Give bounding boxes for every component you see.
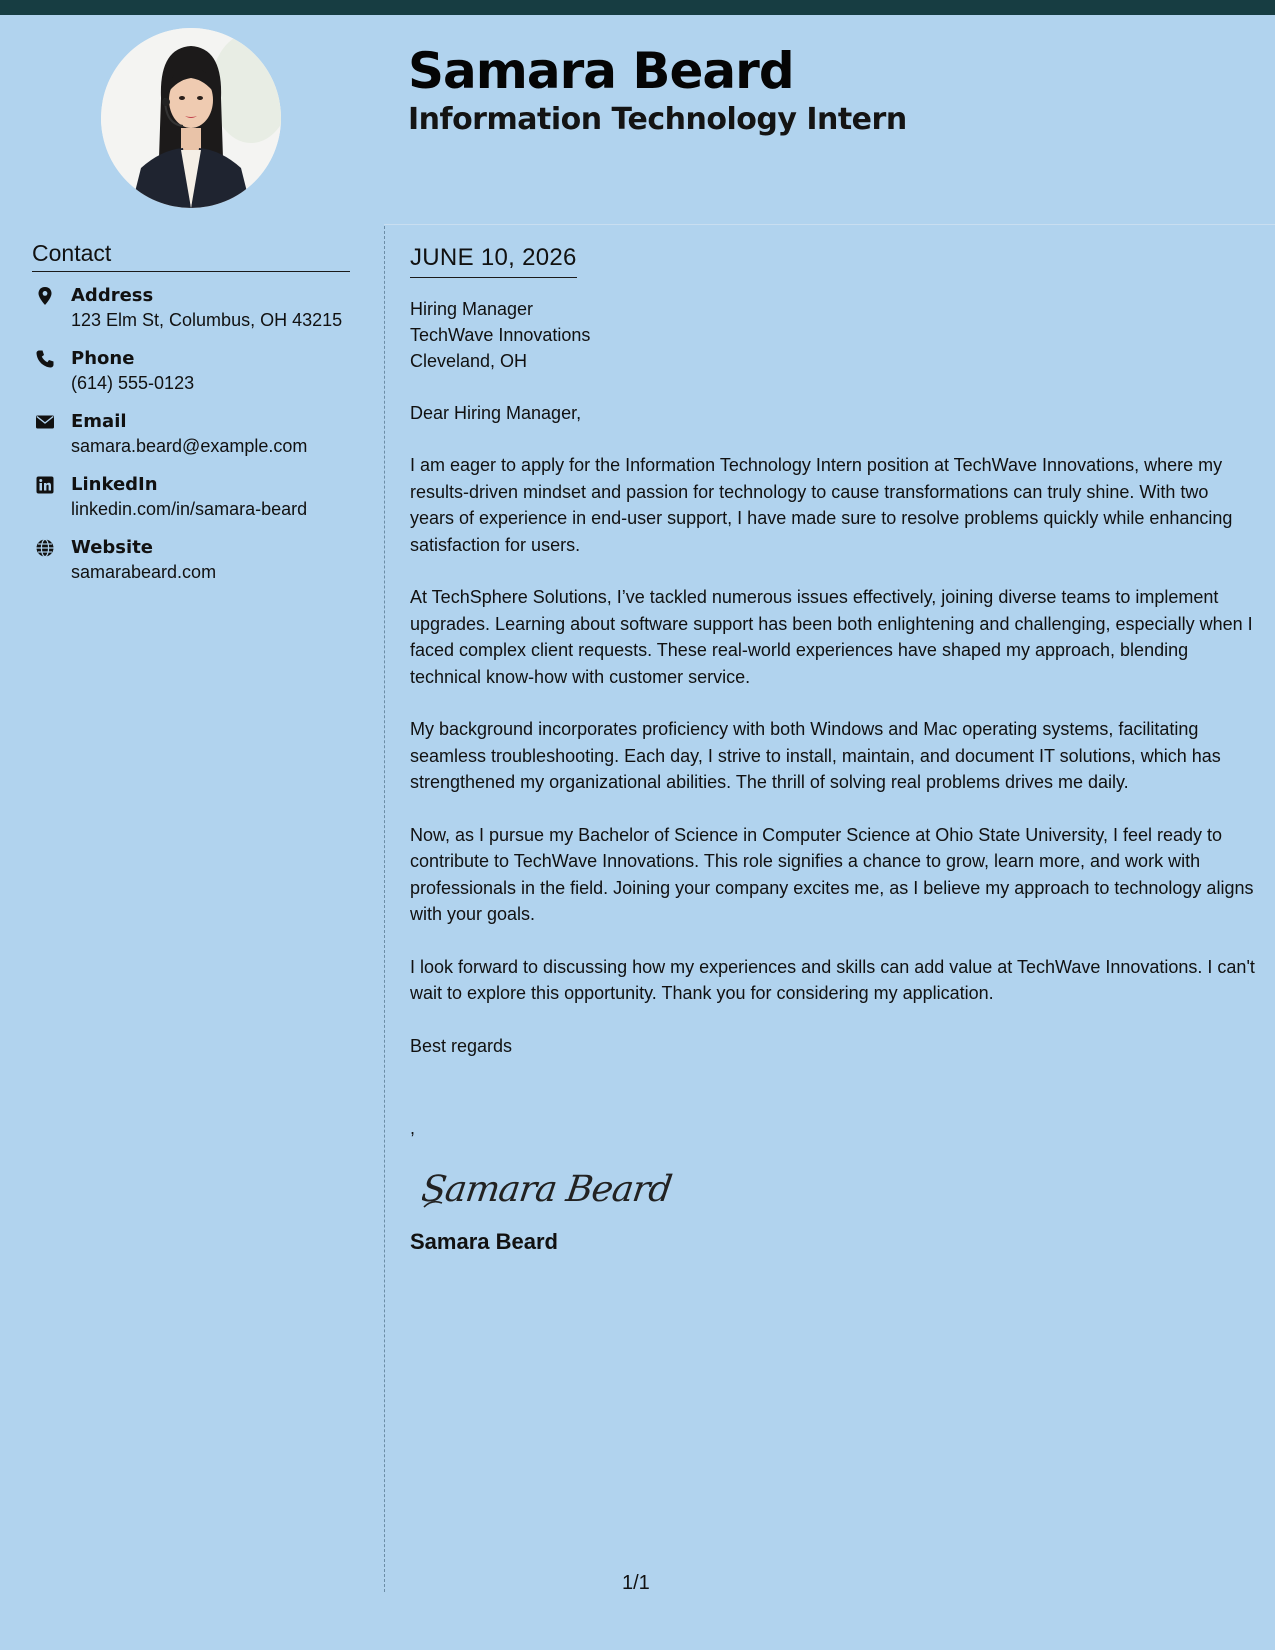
signed-name: Samara Beard [410,1228,558,1254]
paragraph: I am eager to apply for the Information Technology Intern position at TechWave Innovations, where my results-driven mindset and passion for technology to cause transformations can truly shine. With two years of experience in end-user support, I have made sure to resolve problems quickly while enhancing satisfaction for users. [410,455,1233,555]
closing-comma: , [410,1117,416,1138]
address-label: Address [71,285,154,306]
linkedin-label: LinkedIn [71,474,158,495]
paragraph: My background incorporates proficiency with both Windows and Mac operating systems, facilitating seamless troubleshooting. Each day, I strive to install, maintain, and document IT solutions, which has strengthened my organizational abilities. The thrill of solving real problems drives me daily. [410,719,1221,792]
email-value: samara.beard@example.com [71,436,308,456]
phone-icon [35,349,55,369]
recipient-location: Cleveland, OH [410,351,528,371]
paragraph: At TechSphere Solutions, I’ve tackled numerous issues effectively, joining diverse teams to implement upgrades. Learning about software support has been both enlightening and challenging, especially when I faced complex client requests. These real-world experiences have shaped my approach, blending technical know-how with customer service. [410,587,1253,687]
recipient-company: TechWave Innovations [410,325,591,345]
contact-phone [32,347,362,410]
phone-label: Phone [71,348,135,369]
header-divider [384,224,1275,225]
linkedin-value: linkedin.com/in/samara-beard [71,499,308,519]
contact-heading: Contact [32,240,350,272]
envelope-icon [35,412,55,432]
page-number: 1/1 [622,1572,650,1594]
profile-photo [101,28,281,208]
paragraph: Now, as I pursue my Bachelor of Science in Computer Science at Ohio State University, I feel ready to contribute to TechWave Innovations. This role signifies a chance to grow, learn more, and work with professionals in the field. Joining your company excites me, as I believe my approach to technology aligns with your goals. [410,824,1254,924]
paragraph: I look forward to discussing how my experiences and skills can add value at TechWave Innovations. I can't wait to explore this opportunity. Thank you for considering my application. [410,956,1255,1003]
recipient-block [410,296,1255,374]
website-value: samarabeard.com [71,562,217,582]
svg-text:Samara Beard: Samara Beard [422,1166,675,1210]
top-accent-bar [0,0,1275,15]
contact-linkedin [32,473,362,536]
handwritten-signature [422,1159,1255,1219]
phone-value: (614) 555-0123 [71,373,195,393]
column-divider [384,226,385,1592]
contact-website [32,536,362,599]
website-label: Website [71,537,154,558]
salutation: Dear Hiring Manager, [410,403,582,423]
letter-date: JUNE 10, 2026 [410,244,577,278]
map-pin-icon [35,286,55,306]
letter-body [410,244,1255,1255]
closing: Best regards [410,1035,513,1056]
contact-address [32,284,362,347]
address-value: 123 Elm St, Columbus, OH 43215 [71,310,343,330]
contact-email [32,410,362,473]
applicant-title: Information Technology Intern [408,102,907,137]
contact-list [32,284,362,599]
recipient-name: Hiring Manager [410,299,534,319]
applicant-name: Samara Beard [408,42,794,100]
linkedin-icon [35,475,55,495]
email-label: Email [71,411,127,432]
globe-icon [35,538,55,558]
